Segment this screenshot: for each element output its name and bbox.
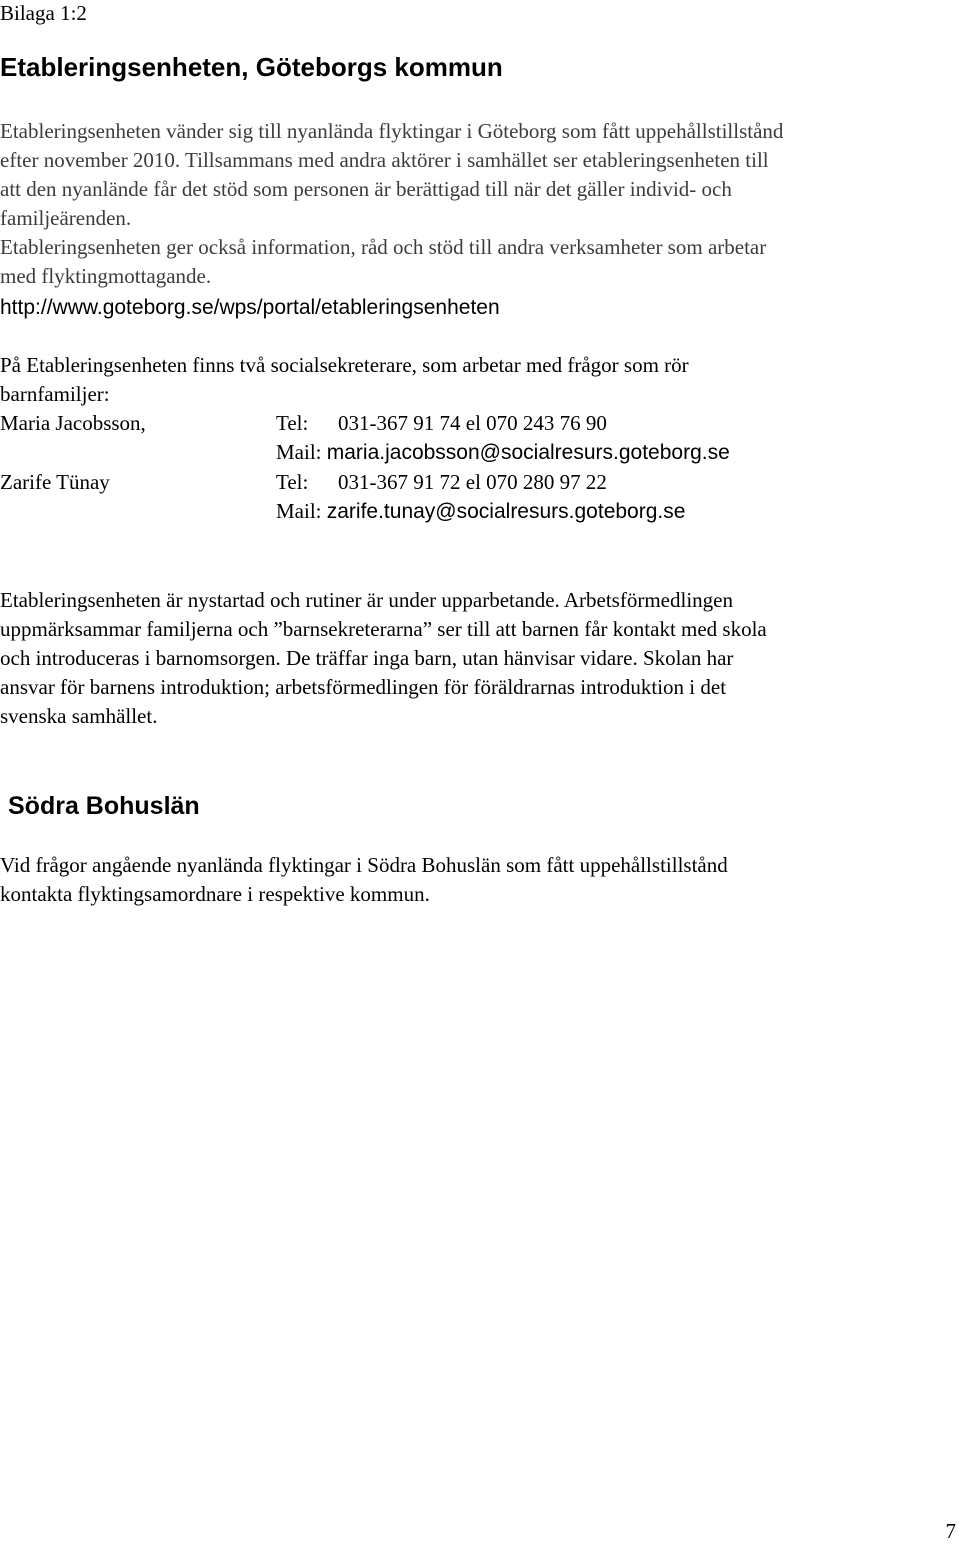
text-line: ansvar för barnens introduktion; arbetsförmedlingen för föräldrarnas introduktion i det — [0, 675, 727, 699]
text-line: kontakta flyktingsamordnare i respektive kommun. — [0, 882, 430, 906]
contact-name-zarife: Zarife Tünay — [0, 470, 110, 494]
tel-label: Tel: — [276, 470, 309, 494]
text-line: Etableringsenheten vänder sig till nyanlända flyktingar i Göteborg som fått uppehållstillstånd — [0, 119, 784, 143]
contact-tel-maria — [276, 409, 607, 438]
text-line: och introduceras i barnomsorgen. De träffar inga barn, utan hänvisar vidare. Skolan har — [0, 646, 734, 670]
text-line: Etableringsenheten är nystartad och rutiner är under upparbetande. Arbetsförmedlingen — [0, 588, 733, 612]
phone-number: 031-367 91 72 el 070 280 97 22 — [338, 470, 607, 494]
contact-name-maria: Maria Jacobsson, — [0, 411, 146, 435]
mail-label: Mail: — [276, 440, 322, 464]
email-link[interactable]: zarife.tunay@socialresurs.goteborg.se — [326, 500, 686, 523]
tel-label: Tel: — [276, 411, 309, 435]
bohuslan-paragraph — [0, 851, 728, 909]
text-line: På Etableringsenheten finns två socialsekreterare, som arbetar med frågor som rör — [0, 353, 689, 377]
text-line: efter november 2010. Tillsammans med andra aktörer i samhället ser etableringsenheten till — [0, 148, 769, 172]
intro-paragraph — [0, 117, 783, 291]
text-line: uppmärksammar familjerna och ”barnsekreterarna” ser till att barnen får kontakt med skola — [0, 617, 767, 641]
status-paragraph — [0, 586, 767, 731]
text-line: med flyktingmottagande. — [0, 264, 212, 288]
text-line: att den nyanlände får det stöd som personen är berättigad till när det gäller individ- och — [0, 177, 732, 201]
text-line: Etableringsenheten ger också information, råd och stöd till andra verksamheter som arbetar — [0, 235, 767, 259]
social-workers-intro — [0, 351, 689, 409]
contact-tel-zarife — [276, 468, 607, 497]
text-line: barnfamiljer: — [0, 382, 110, 406]
text-line: familjeärenden. — [0, 206, 132, 230]
text-line: svenska samhället. — [0, 704, 158, 728]
contact-mail-maria — [276, 438, 730, 467]
phone-number: 031-367 91 74 el 070 243 76 90 — [338, 411, 607, 435]
portal-link[interactable]: http://www.goteborg.se/wps/portal/etableringsenheten — [0, 296, 500, 319]
contact-mail-zarife — [276, 497, 685, 526]
page-number: 7 — [945, 1519, 956, 1543]
section-title-etableringsenheten: Etableringsenheten, Göteborgs kommun — [0, 52, 503, 82]
attachment-label: Bilaga 1:2 — [0, 1, 87, 25]
mail-label: Mail: — [276, 499, 322, 523]
text-line: Vid frågor angående nyanlända flyktingar i Södra Bohuslän som fått uppehållstillstånd — [0, 853, 728, 877]
section-title-sodra-bohuslan: Södra Bohuslän — [8, 792, 200, 820]
email-link[interactable]: maria.jacobsson@socialresurs.goteborg.se — [326, 441, 730, 464]
